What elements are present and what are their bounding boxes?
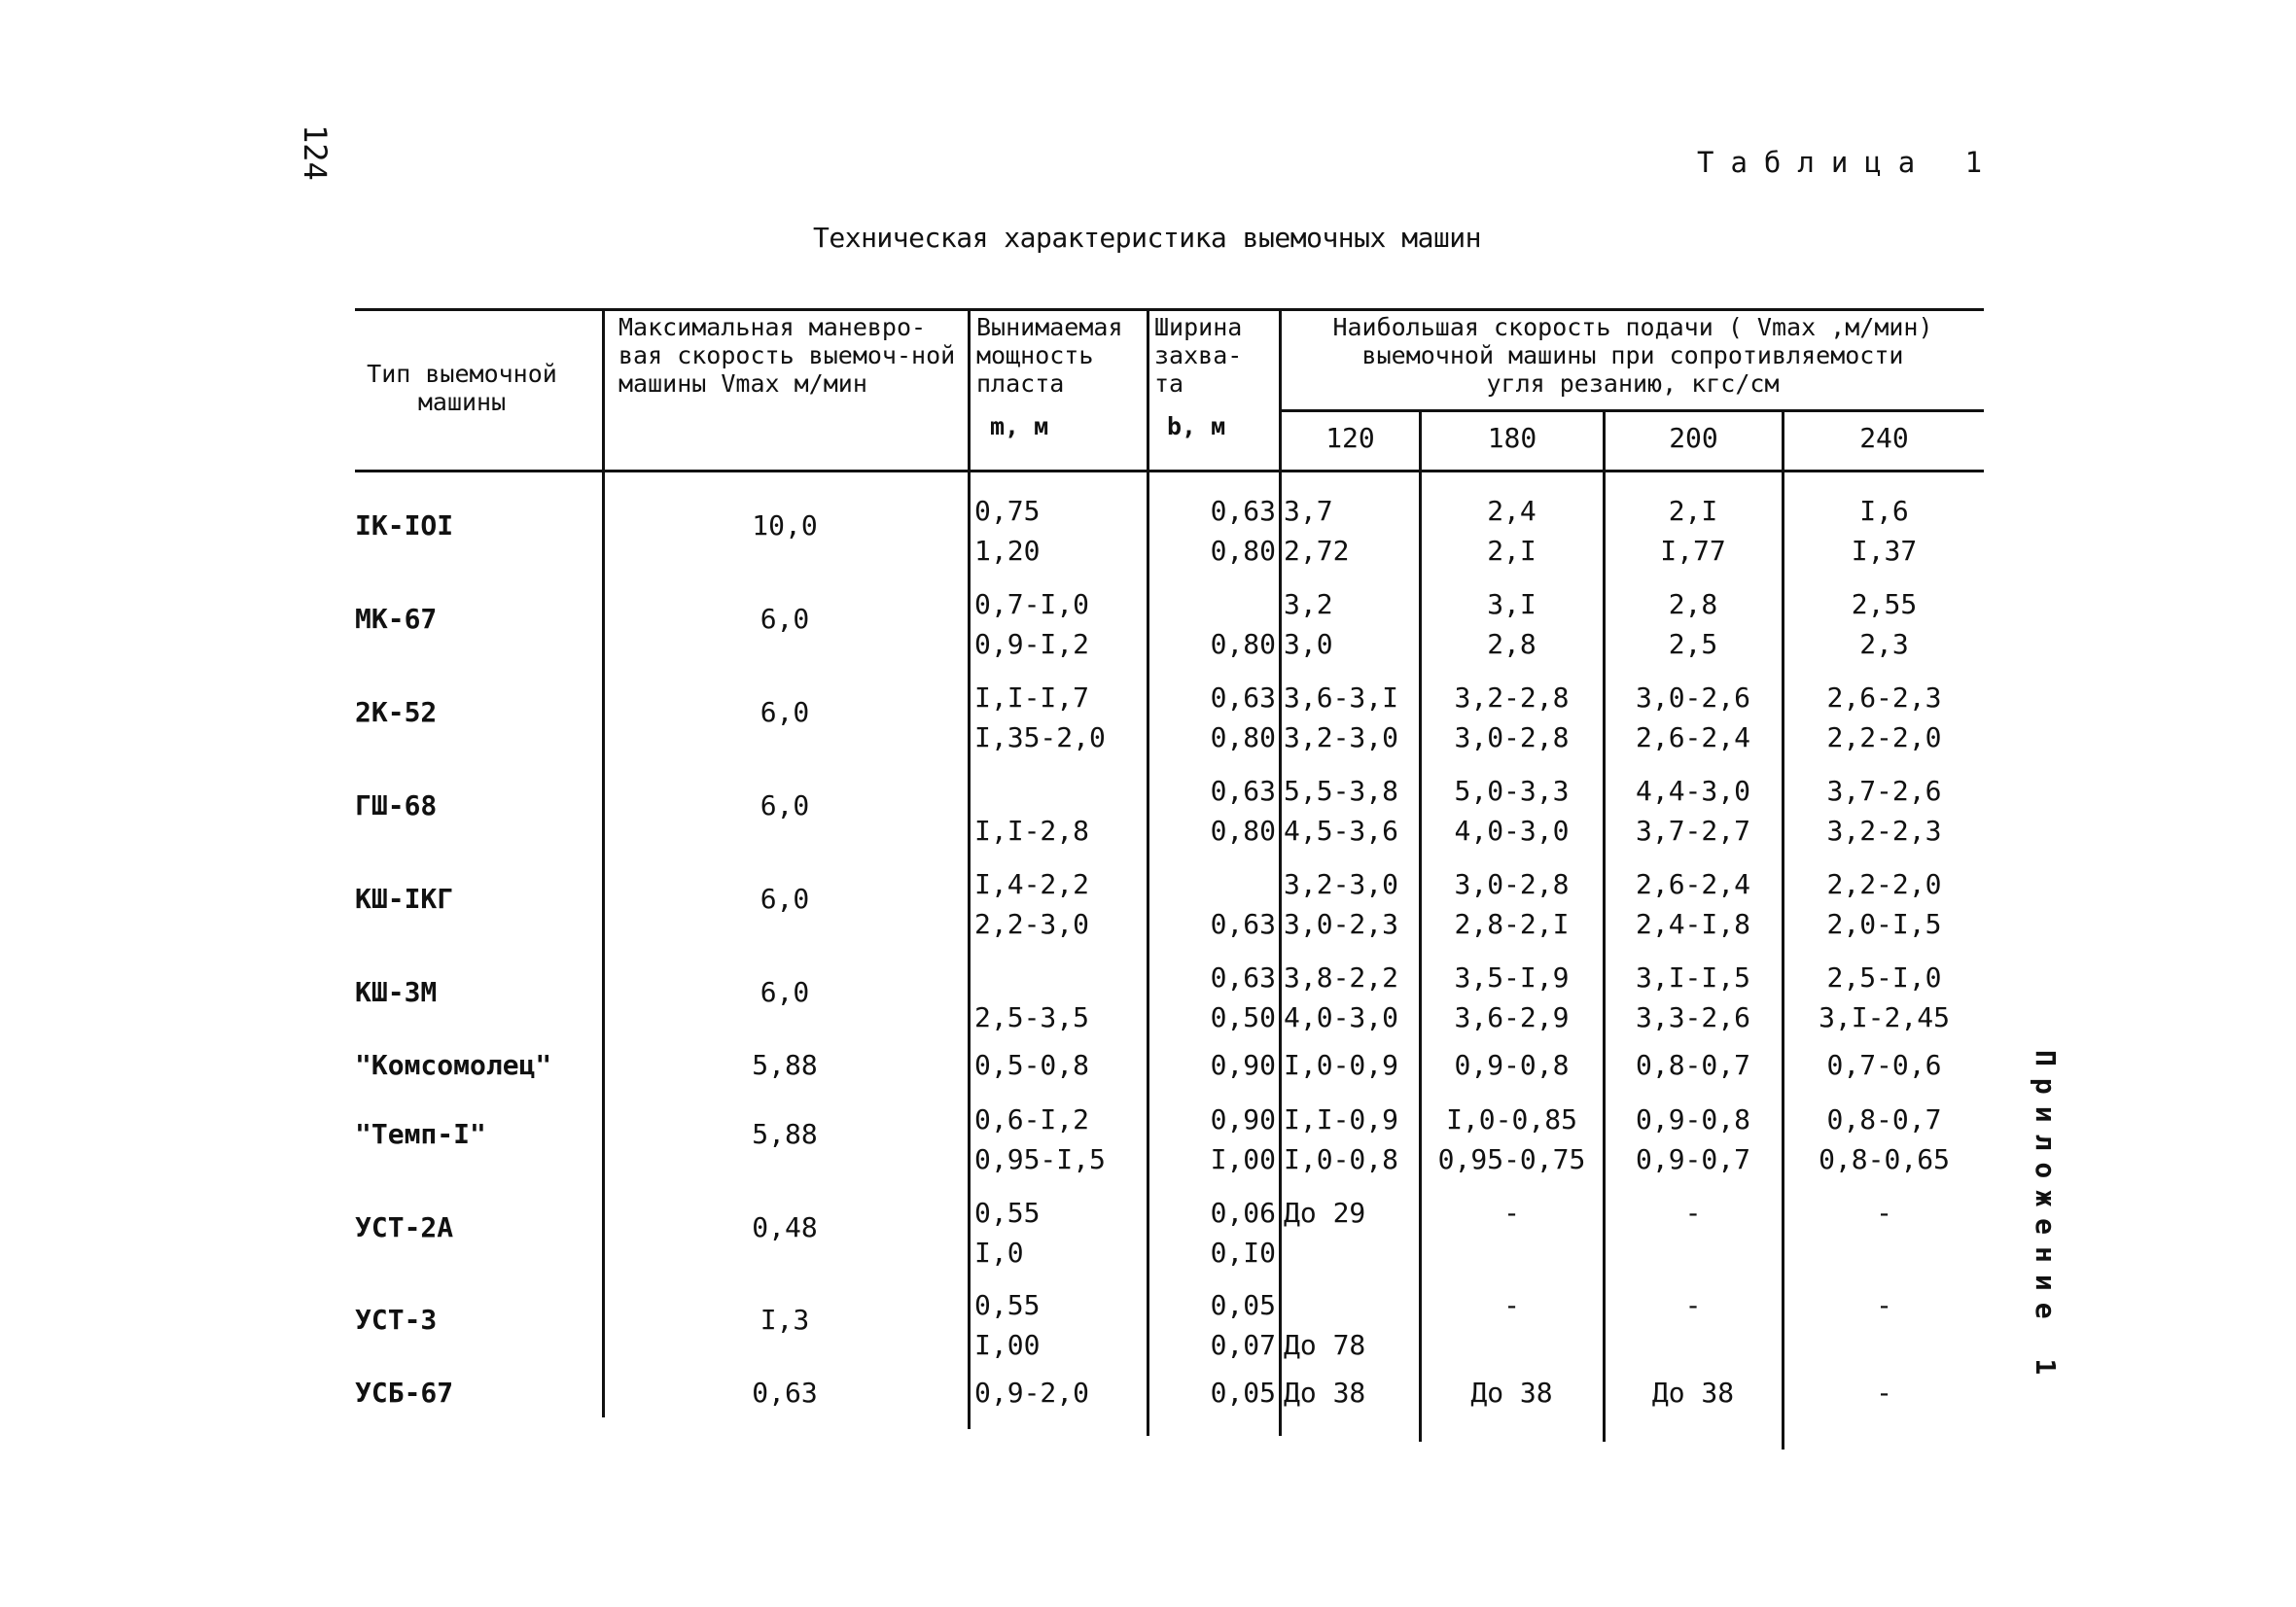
seam-thickness-cell: I,00	[974, 1329, 1041, 1361]
capture-width-cell: 0,05	[1210, 1289, 1276, 1321]
feed-240-cell: 3,7-2,6	[1826, 775, 1942, 807]
seam-thickness-cell: 0,55	[974, 1197, 1041, 1229]
feed-120-cell: До 29	[1284, 1197, 1366, 1229]
feed-120-cell: 5,5-3,8	[1284, 775, 1399, 807]
feed-200-cell: I,77	[1660, 535, 1726, 567]
capture-width-cell: 0,80	[1210, 628, 1276, 660]
appendix-label: Приложение 1	[2030, 1050, 2062, 1387]
feed-240-cell: 2,2-2,0	[1826, 721, 1942, 753]
machine-type-cell: УСТ-3	[355, 1304, 438, 1336]
table-label: Таблица 1	[1697, 146, 1999, 179]
feed-200-cell: 0,9-0,7	[1635, 1143, 1750, 1175]
feed-180-cell: 4,0-3,0	[1454, 815, 1570, 847]
feed-240-cell: 0,8-0,7	[1826, 1103, 1942, 1135]
max-speed-cell: 6,0	[759, 883, 810, 915]
feed-120-cell: 3,0-2,3	[1284, 908, 1399, 940]
feed-200-cell: 3,I-I,5	[1635, 961, 1750, 994]
feed-120-cell: I,0-0,9	[1284, 1049, 1399, 1081]
feed-120-cell: I,0-0,8	[1284, 1143, 1399, 1175]
feed-180-cell: 5,0-3,3	[1454, 775, 1570, 807]
capture-width-cell: 0,80	[1210, 721, 1276, 753]
feed-200-cell: 2,5	[1668, 628, 1718, 660]
header-feed-line-2: выемочной машины при сопротивляемости	[1361, 341, 1904, 369]
page-number: 124	[297, 124, 334, 181]
resistance-header-120: 120	[1325, 422, 1375, 454]
feed-120-cell: 3,2	[1284, 588, 1333, 620]
machine-type-cell: КШ-IКГ	[355, 883, 454, 915]
feed-180-cell: 3,5-I,9	[1454, 961, 1570, 994]
seam-thickness-cell: 0,9-I,2	[974, 628, 1090, 660]
table-top-rule	[355, 308, 1984, 311]
capture-width-cell: 0,80	[1210, 535, 1276, 567]
feed-120-cell: 4,0-3,0	[1284, 1001, 1399, 1033]
capture-width-cell: 0,06	[1210, 1197, 1276, 1229]
seam-thickness-cell: 0,5-0,8	[974, 1049, 1090, 1081]
feed-120-cell: 3,7	[1284, 495, 1333, 527]
machine-type-cell: "Комсомолец"	[355, 1049, 552, 1081]
feed-180-cell: 2,4	[1487, 495, 1537, 527]
feed-200-cell: 4,4-3,0	[1635, 775, 1750, 807]
machine-type-cell: МК-67	[355, 603, 438, 635]
feed-120-cell: 3,2-3,0	[1284, 721, 1399, 753]
header-width-unit: b, м	[1167, 412, 1226, 440]
header-maneuver-speed: Максимальная маневро-вая скорость выемоч-ной машины Vmax м/мин	[618, 313, 956, 398]
max-speed-cell: 6,0	[759, 603, 810, 635]
machine-type-cell: "Темп-I"	[355, 1118, 486, 1150]
max-speed-cell: 10,0	[752, 509, 818, 541]
seam-thickness-cell: I,4-2,2	[974, 868, 1090, 900]
machine-type-cell: КШ-3М	[355, 976, 438, 1008]
header-feed-line-1: Наибольшая скорость подачи ( Vmax ,м/мин)	[1332, 313, 1933, 341]
feed-120-cell: 3,8-2,2	[1284, 961, 1399, 994]
feed-180-cell: 2,8-2,I	[1454, 908, 1570, 940]
capture-width-cell: 0,63	[1210, 961, 1276, 994]
feed-240-cell: -	[1876, 1197, 1892, 1229]
machine-type-cell: 2K-52	[355, 696, 438, 728]
header-feed-line-3: угля резанию, кгс/см	[1486, 369, 1780, 398]
feed-240-cell: 2,2-2,0	[1826, 868, 1942, 900]
feed-240-cell: I,6	[1859, 495, 1909, 527]
header-width-line-3: та	[1154, 369, 1184, 398]
feed-240-cell: 2,6-2,3	[1826, 681, 1942, 714]
seam-thickness-cell: I,0	[974, 1237, 1024, 1269]
capture-width-cell: 0,63	[1210, 681, 1276, 714]
capture-width-cell: 0,I0	[1210, 1237, 1276, 1269]
resistance-header-rule	[1282, 409, 1984, 412]
feed-200-cell: 2,6-2,4	[1635, 868, 1750, 900]
feed-180-cell: До 38	[1470, 1377, 1553, 1409]
feed-180-cell: 3,0-2,8	[1454, 721, 1570, 753]
feed-120-cell: До 38	[1284, 1377, 1366, 1409]
feed-200-cell: -	[1684, 1197, 1702, 1229]
max-speed-cell: 0,63	[752, 1377, 818, 1409]
column-rule-2	[968, 308, 971, 1429]
feed-200-cell: 2,I	[1668, 495, 1718, 527]
feed-120-cell: I,I-0,9	[1284, 1103, 1399, 1135]
max-speed-cell: 5,88	[752, 1118, 818, 1150]
table-title: Техническая характеристика выемочных машин	[813, 222, 1482, 254]
feed-120-cell: 2,72	[1284, 535, 1350, 567]
capture-width-cell: 0,63	[1210, 775, 1276, 807]
machine-type-cell: ГШ-68	[355, 789, 438, 821]
resistance-header-180: 180	[1487, 422, 1537, 454]
feed-240-cell: 2,5-I,0	[1826, 961, 1942, 994]
feed-240-cell: 2,3	[1859, 628, 1909, 660]
capture-width-cell: 0,80	[1210, 815, 1276, 847]
machine-type-cell: IK-IOI	[355, 509, 454, 541]
feed-180-cell: 3,6-2,9	[1454, 1001, 1570, 1033]
resistance-header-200: 200	[1669, 422, 1718, 454]
max-speed-cell: I,3	[759, 1304, 810, 1336]
feed-180-cell: 3,2-2,8	[1454, 681, 1570, 714]
column-rule-4	[1279, 308, 1282, 1436]
column-rule-1	[602, 308, 605, 1417]
feed-120-cell: До 78	[1284, 1329, 1366, 1361]
capture-width-cell: 0,63	[1210, 495, 1276, 527]
feed-180-cell: 0,95-0,75	[1437, 1143, 1586, 1175]
max-speed-cell: 5,88	[752, 1049, 818, 1081]
feed-240-cell: -	[1876, 1289, 1892, 1321]
max-speed-cell: 6,0	[759, 696, 810, 728]
feed-180-cell: 3,I	[1487, 588, 1537, 620]
feed-200-cell: 3,3-2,6	[1635, 1001, 1750, 1033]
feed-180-cell: 3,0-2,8	[1454, 868, 1570, 900]
feed-240-cell: 2,55	[1851, 588, 1918, 620]
capture-width-cell: 0,50	[1210, 1001, 1276, 1033]
seam-thickness-cell: 1,20	[974, 535, 1041, 567]
seam-thickness-cell: 0,6-I,2	[974, 1103, 1090, 1135]
feed-180-cell: 2,I	[1487, 535, 1537, 567]
machine-type-cell: УСТ-2А	[355, 1211, 454, 1243]
header-seam-line-2: мощность	[976, 341, 1094, 369]
seam-thickness-cell: I,I-2,8	[974, 815, 1090, 847]
capture-width-cell: 0,90	[1210, 1049, 1276, 1081]
resistance-header-240: 240	[1859, 422, 1909, 454]
capture-width-cell: 0,63	[1210, 908, 1276, 940]
feed-200-cell: 0,8-0,7	[1635, 1049, 1750, 1081]
feed-240-cell: -	[1876, 1377, 1892, 1409]
capture-width-cell: I,00	[1210, 1143, 1276, 1175]
seam-thickness-cell: 0,75	[974, 495, 1041, 527]
feed-240-cell: 3,I-2,45	[1819, 1001, 1950, 1033]
max-speed-cell: 6,0	[759, 789, 810, 821]
feed-120-cell: 3,6-3,I	[1284, 681, 1399, 714]
header-width-line-1: Ширина	[1154, 313, 1243, 341]
feed-240-cell: 0,8-0,65	[1819, 1143, 1950, 1175]
feed-240-cell: I,37	[1851, 535, 1918, 567]
feed-200-cell: 0,9-0,8	[1635, 1103, 1750, 1135]
capture-width-cell: 0,90	[1210, 1103, 1276, 1135]
feed-120-cell: 4,5-3,6	[1284, 815, 1399, 847]
feed-120-cell: 3,0	[1284, 628, 1333, 660]
feed-240-cell: 2,0-I,5	[1826, 908, 1942, 940]
feed-200-cell: 2,6-2,4	[1635, 721, 1750, 753]
feed-200-cell: До 38	[1651, 1377, 1735, 1409]
max-speed-cell: 6,0	[759, 976, 810, 1008]
header-seam-line-1: Вынимаемая	[976, 313, 1123, 341]
header-seam-line-3: пласта	[976, 369, 1065, 398]
feed-180-cell: -	[1503, 1289, 1520, 1321]
feed-180-cell: I,0-0,85	[1446, 1103, 1577, 1135]
machine-type-cell: УСБ-67	[355, 1377, 454, 1409]
feed-180-cell: 0,9-0,8	[1454, 1049, 1570, 1081]
seam-thickness-cell: 0,55	[974, 1289, 1041, 1321]
feed-200-cell: 2,4-I,8	[1635, 908, 1750, 940]
header-machine-type: Тип выемочной машины	[367, 360, 557, 416]
seam-thickness-cell: I,I-I,7	[974, 681, 1090, 714]
header-bottom-rule	[355, 470, 1984, 472]
feed-120-cell: 3,2-3,0	[1284, 868, 1399, 900]
max-speed-cell: 0,48	[752, 1211, 818, 1243]
seam-thickness-cell: 0,9-2,0	[974, 1377, 1090, 1409]
seam-thickness-cell: 0,95-I,5	[974, 1143, 1106, 1175]
feed-200-cell: 3,7-2,7	[1635, 815, 1750, 847]
feed-240-cell: 3,2-2,3	[1826, 815, 1942, 847]
feed-240-cell: 0,7-0,6	[1826, 1049, 1942, 1081]
seam-thickness-cell: 0,7-I,0	[974, 588, 1090, 620]
feed-180-cell: -	[1503, 1197, 1520, 1229]
feed-200-cell: -	[1684, 1289, 1702, 1321]
seam-thickness-cell: 2,5-3,5	[974, 1001, 1090, 1033]
header-seam-unit: m, м	[990, 412, 1049, 440]
seam-thickness-cell: 2,2-3,0	[974, 908, 1090, 940]
header-width-line-2: захва-	[1154, 341, 1243, 369]
feed-200-cell: 3,0-2,6	[1635, 681, 1750, 714]
capture-width-cell: 0,07	[1210, 1329, 1276, 1361]
seam-thickness-cell: I,35-2,0	[974, 721, 1106, 753]
feed-180-cell: 2,8	[1487, 628, 1537, 660]
feed-200-cell: 2,8	[1668, 588, 1718, 620]
capture-width-cell: 0,05	[1210, 1377, 1276, 1409]
